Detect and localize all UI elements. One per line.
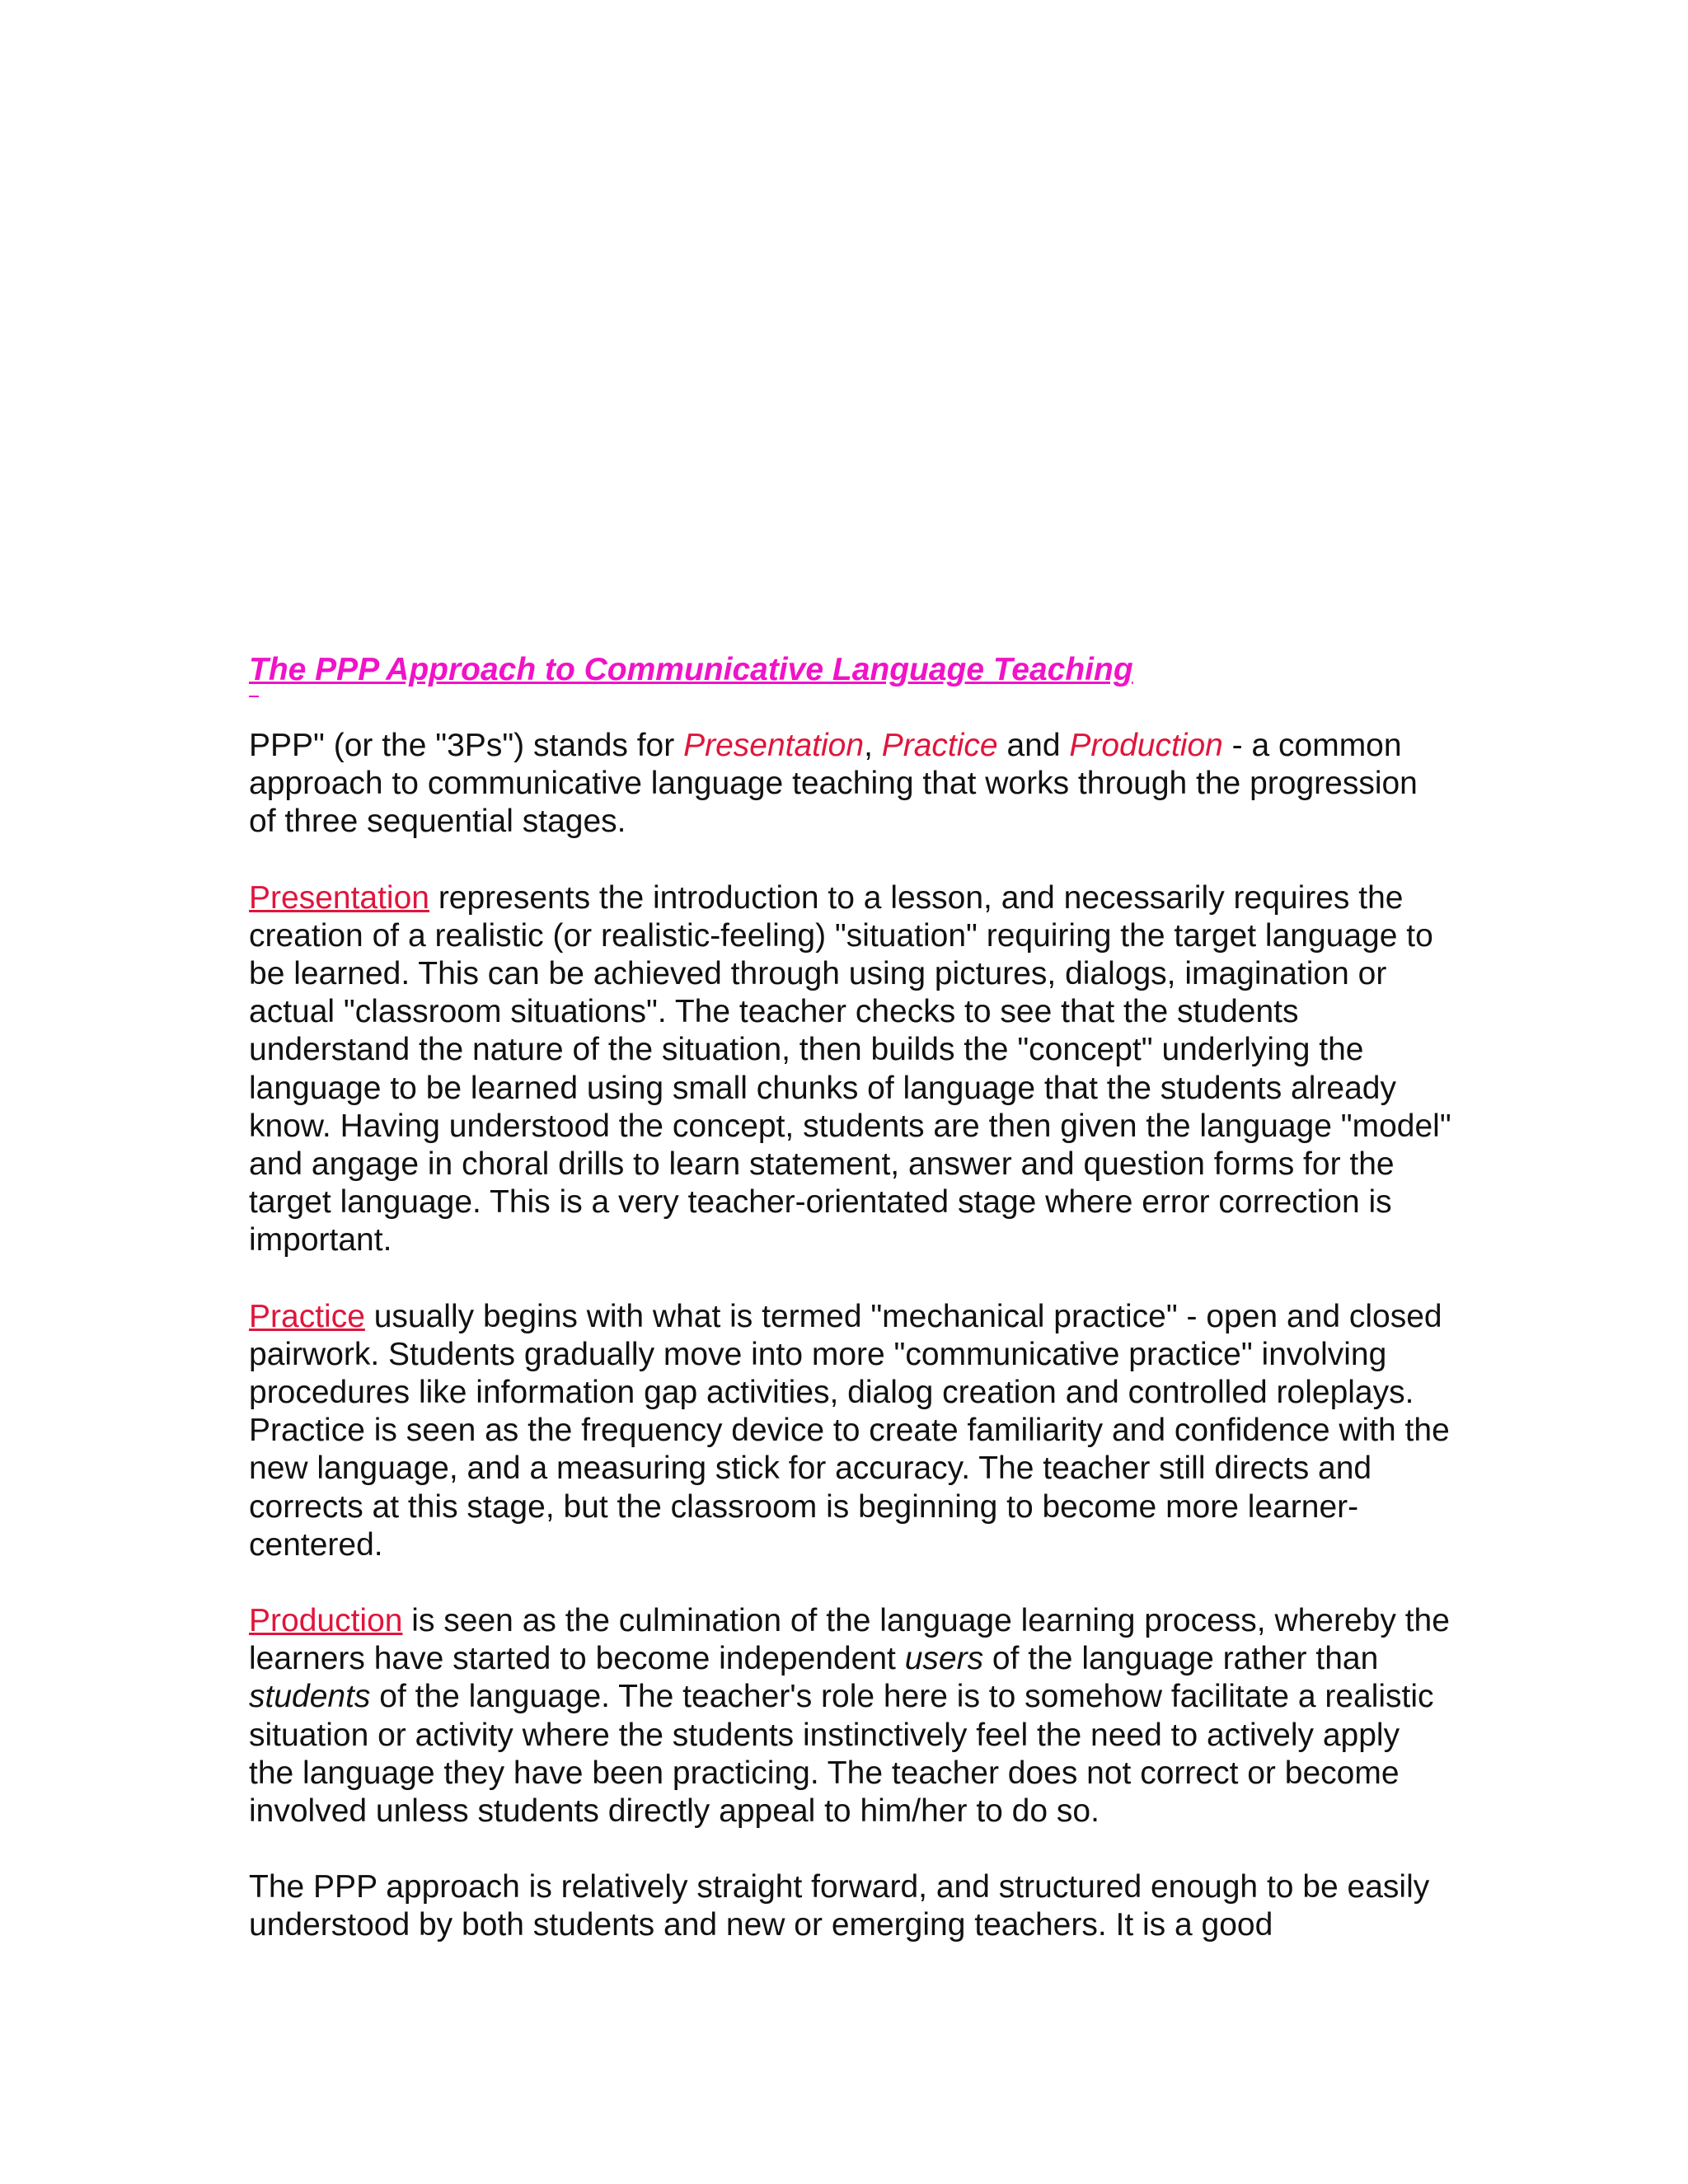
intro-paragraph xyxy=(249,727,1452,841)
intro-text-2: - a common approach to communicative language teaching that works through the progression of three sequential stages. xyxy=(249,728,1418,840)
production-paragraph xyxy=(249,1602,1452,1830)
production-text-3: of the language. The teacher's role here is to somehow facilitate a realistic situation or activity where the students instinctively feel the need to actively apply the language they have been practicing. The teacher does not correct or become involved unless students directly appeal to him/her to do so. xyxy=(249,1679,1434,1830)
document-page xyxy=(249,651,1452,1945)
production-term-link: Production xyxy=(249,1603,403,1639)
intro-practice-term: Practice xyxy=(881,728,998,763)
paragraph-gap xyxy=(249,1830,1452,1868)
production-text-1: is seen as the culmination of the language learning process, whereby the learners have started to become independent xyxy=(249,1603,1450,1677)
intro-text-1: PPP" (or the "3Ps") stands for xyxy=(249,728,684,763)
presentation-text: represents the introduction to a lesson, and necessarily requires the creation of a realistic (or realistic-feeling) "situation" requiring the target language to be learned. This can be achieved through using pictures, dialogs, imagination or actual "classroom situations". The teacher checks to see that the students understand the nature of the situation, then builds the "concept" underlying the language to be learned using small chunks of language that the students already know. Having understood the concept, students are then given the language "model" and angage in choral drills to learn statement, answer and question forms for the target language. This is a very teacher-orientated stage where error correction is important. xyxy=(249,879,1451,1258)
presentation-paragraph xyxy=(249,879,1452,1260)
intro-comma: , xyxy=(864,728,882,763)
practice-term-link: Practice xyxy=(249,1298,365,1334)
production-text-2: of the language rather than xyxy=(983,1641,1379,1677)
closing-paragraph: The PPP approach is relatively straight forward, and structured enough to be easily understood by both students and new or emerging teachers. It is a good xyxy=(249,1869,1430,1943)
practice-text: usually begins with what is termed "mechanical practice" - open and closed pairwork. Students gradually move into more "communicative practice" involving procedures like information gap activities, dialog creation and controlled roleplays. Practice is seen as the frequency device to create familiarity and confidence with the new language, and a measuring stick for accuracy. The teacher still directs and corrects at this stage, but the classroom is beginning to become more learner-centered. xyxy=(249,1298,1450,1563)
paragraph-gap xyxy=(249,1260,1452,1298)
practice-paragraph xyxy=(249,1298,1452,1564)
small-underline-mark xyxy=(249,696,259,697)
intro-and: and xyxy=(997,728,1070,763)
title-underline-mark xyxy=(249,689,1452,727)
paragraph-gap xyxy=(249,1564,1452,1602)
students-emphasis: students xyxy=(249,1679,371,1715)
intro-production-term: Production xyxy=(1069,728,1223,763)
paragraph-gap xyxy=(249,841,1452,879)
presentation-term-link: Presentation xyxy=(249,879,429,916)
users-emphasis: users xyxy=(904,1641,984,1677)
document-title: The PPP Approach to Communicative Language Teaching xyxy=(249,652,1133,687)
intro-presentation-term: Presentation xyxy=(683,728,865,763)
